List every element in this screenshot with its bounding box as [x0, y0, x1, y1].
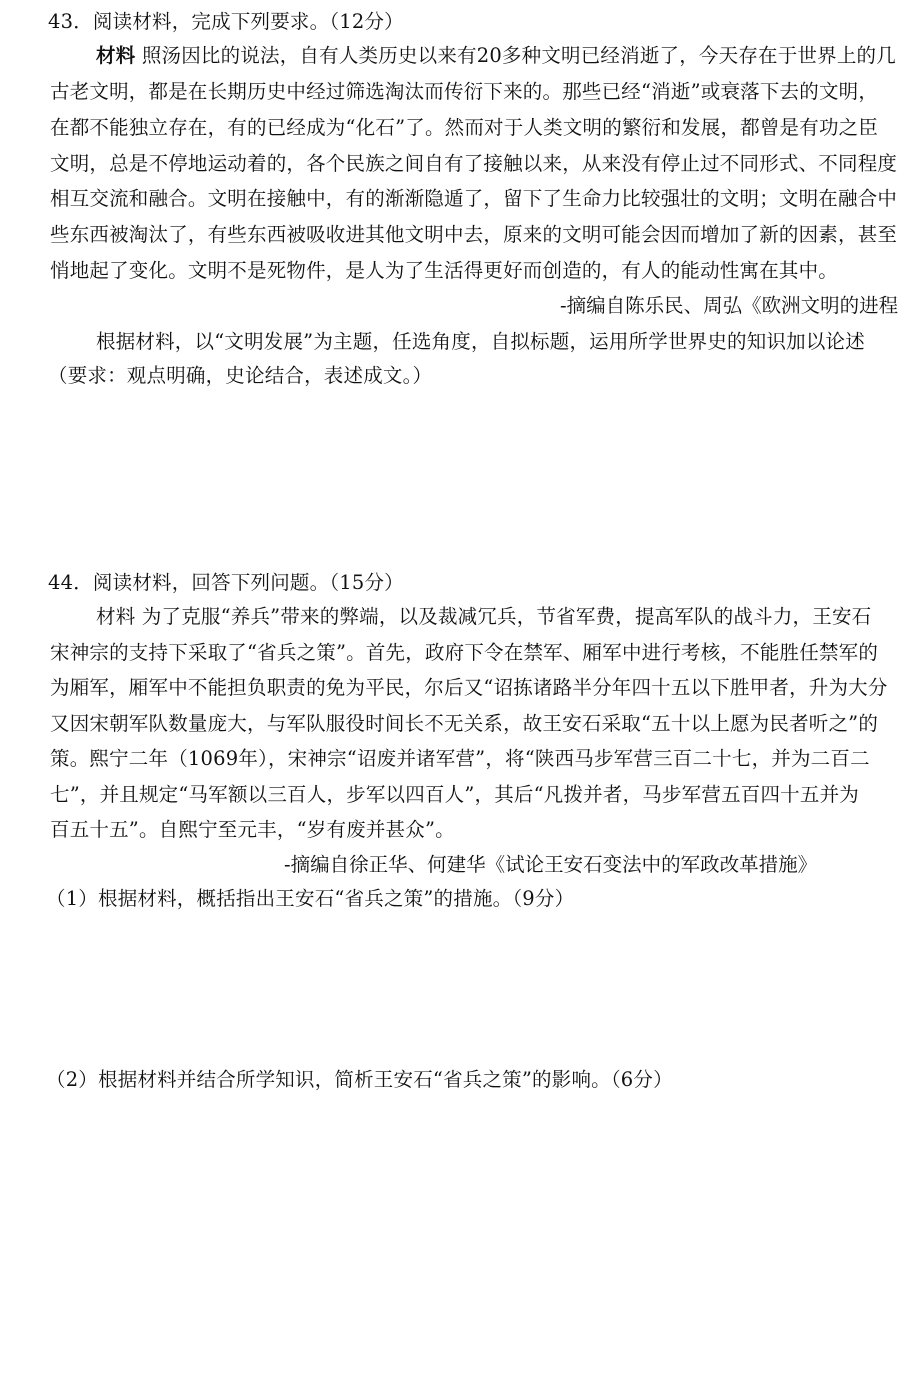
q44-material-line-3: 为厢军，厢军中不能担负职责的免为平民，尔后又“诏拣诸路半分年四十五以下胜甲者，升为大分 — [50, 676, 888, 699]
q43-material-line-4: 文明，总是不停地运动着的，各个民族之间自有了接触以来，从来没有停止过不同形式、不同程度 — [50, 152, 898, 175]
q43-material-line-2: 古老文明，都是在长期历史中经过筛选淘汰而传衍下来的。那些已经“消逝”或衰落下去的文明， — [50, 80, 879, 103]
q43-material-line-6: 些东西被淘汰了，有些东西被吸收进其他文明中去，原来的文明可能会因而增加了新的因素，甚至 — [50, 223, 898, 246]
q43-source: -摘编自陈乐民、周弘《欧洲文明的进程 — [560, 294, 899, 317]
q44-material-line-6: 七”，并且规定“马军额以三百人，步军以四百人”，其后“凡拨并者，马步军营五百四十五并为 — [50, 783, 859, 806]
q43-material-line-1 — [96, 46, 896, 66]
q44-line-1-text: 为了克服“养兵”带来的弊端，以及裁减冗兵，节省军费，提高军队的战斗力，王安石 — [141, 605, 872, 628]
q43-material-label: 材料 — [96, 44, 136, 67]
q44-header: 44．阅读材料，回答下列问题。（15分） — [48, 571, 404, 594]
q44-material-line-1 — [96, 607, 871, 627]
q44-material-label: 材料 — [96, 605, 136, 628]
q43-material-line-7: 悄地起了变化。文明不是死物件，是人为了生活得更好而创造的，有人的能动性寓在其中。 — [50, 259, 839, 282]
q43-task-line-1: 根据材料，以“文明发展”为主题，任选角度，自拟标题，运用所学世界史的知识加以论述 — [96, 330, 865, 353]
q43-material-line-3: 在都不能独立存在，有的已经成为“化石”了。然而对于人类文明的繁衍和发展，都曾是有功之臣 — [50, 116, 879, 139]
q44-subquestion-2: （2）根据材料并结合所学知识，简析王安石“省兵之策”的影响。（6分） — [46, 1068, 673, 1091]
q44-source: -摘编自徐正华、何建华《试论王安石变法中的军政改革措施》 — [284, 853, 818, 876]
q43-header: 43．阅读材料，完成下列要求。（12分） — [48, 10, 404, 33]
q44-material-line-5: 策。熙宁二年（1069年），宋神宗“诏废并诸军营”，将“陕西马步军营三百二十七，并为二百二 — [50, 747, 870, 770]
q44-subquestion-1: （1）根据材料，概括指出王安石“省兵之策”的措施。（9分） — [46, 887, 575, 910]
q43-line-1-text: 照汤因比的说法，自有人类历史以来有20多种文明已经消逝了，今天存在于世界上的几 — [141, 44, 896, 67]
q44-material-line-7: 百五十五”。自熙宁至元丰，“岁有废并甚众”。 — [50, 818, 455, 841]
q43-task-line-2: （要求：观点明确，史论结合，表述成文。） — [48, 364, 433, 387]
q44-material-line-4: 又因宋朝军队数量庞大，与军队服役时间长不无关系，故王安石采取“五十以上愿为民者听之”的 — [50, 712, 879, 735]
q43-material-line-5: 相互交流和融合。文明在接触中，有的渐渐隐遁了，留下了生命力比较强壮的文明；文明在融合中 — [50, 187, 898, 210]
q44-material-line-2: 宋神宗的支持下采取了“省兵之策”。首先，政府下令在禁军、厢军中进行考核，不能胜任禁军的 — [50, 641, 879, 664]
